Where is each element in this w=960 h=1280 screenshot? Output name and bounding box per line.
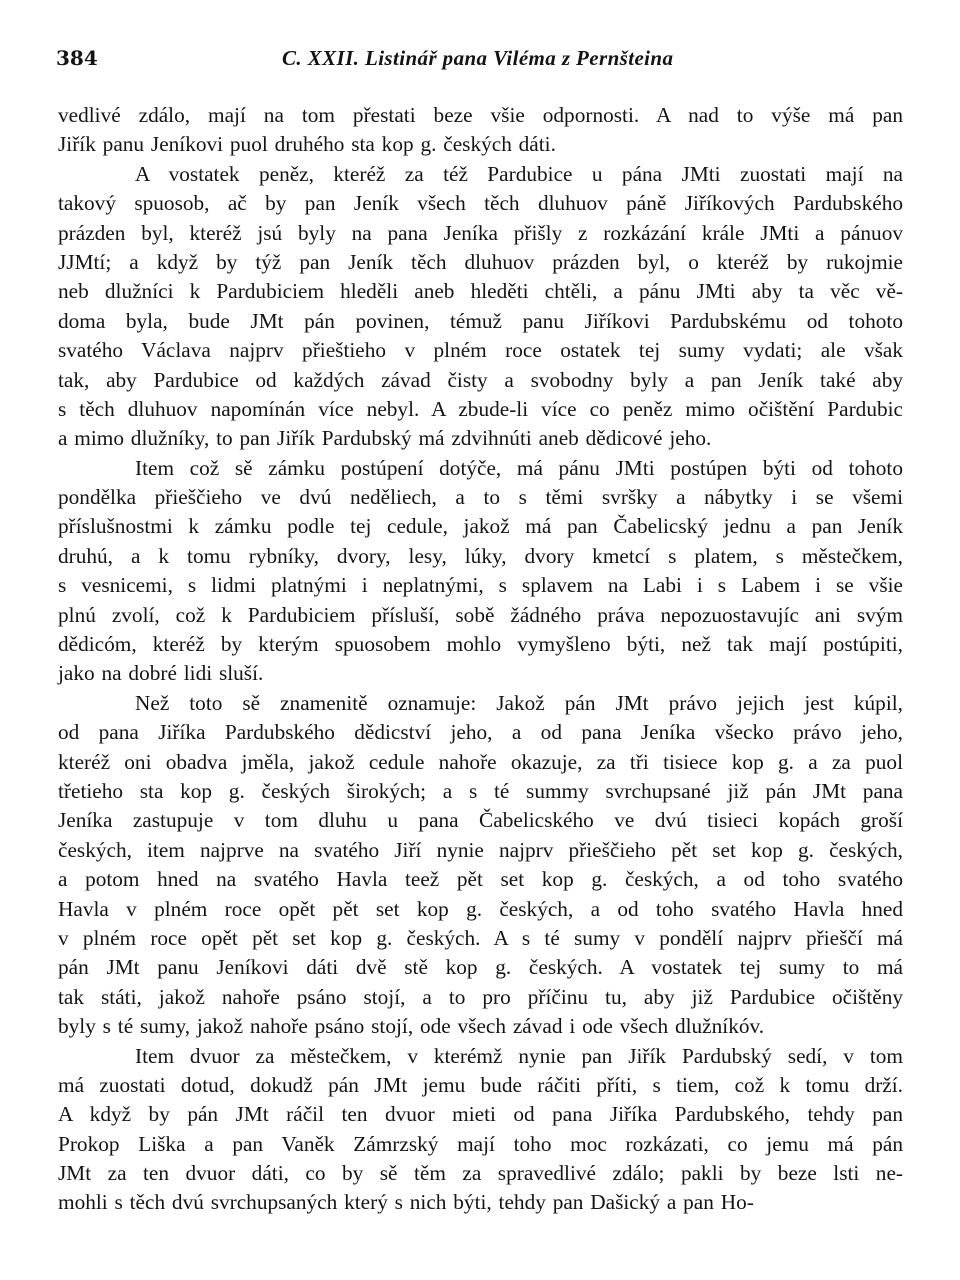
text-line: mohli s těch dvú svrchupsaných který s nich býti, tehdy pan Dašický a pan Ho- xyxy=(58,1190,754,1215)
text-line: svatého Václava najprv přieštieho v plném roce ostatek tej sumy vydati; ale však xyxy=(58,338,903,363)
text-line: vedlivé zdálo, mají na tom přestati beze všie odpornosti. A nad to výše má pan xyxy=(58,103,903,127)
text-line: Item dvuor za městečkem, v kterémž nynie pan Jiřík Pardubský sedí, v tom xyxy=(135,1043,903,1068)
text-line: tak, aby Pardubice od každých závad čisty a svobodny byly a pan Jeník také aby xyxy=(58,367,903,392)
paragraph xyxy=(58,454,903,689)
body-text xyxy=(58,101,903,1218)
text-line: neb dlužníci k Pardubiciem hleděli aneb hleděti chtěli, a pánu JMti aby ta věc vě- xyxy=(58,279,903,304)
paragraph xyxy=(58,1042,903,1218)
text-line: kteréž oni obadva jměla, jakož cedule nahoře okazuje, za tři tisiece kop g. a za puol xyxy=(58,749,903,774)
text-line: Jiřík panu Jeníkovi puol druhého sta kop g. českých dáti. xyxy=(58,132,556,157)
text-line: a potom hned na svatého Havla teež pět set kop g. českých, a od toho svatého xyxy=(58,867,903,892)
text-line: Než toto sě znamenitě oznamuje: Jakož pán JMt právo jejich jest kúpil, xyxy=(135,690,903,715)
text-line: dědicóm, kteréž by kterým spuosobem mohlo vymyšleno býti, než tak mají postúpiti, xyxy=(58,632,903,657)
text-line: A vostatek peněz, kteréž za též Pardubice u pána JMti zuostati mají na xyxy=(135,161,903,186)
paragraph xyxy=(58,101,903,160)
text-line: třetieho sta kop g. českých širokých; a s té summy svrchupsané již pán JMt pana xyxy=(58,778,903,803)
page-number: 384 xyxy=(56,46,98,70)
text-line: Havla v plném roce opět pět set kop g. českých, a od toho svatého Havla hned xyxy=(58,896,903,921)
paragraph xyxy=(58,160,903,454)
text-line: s těch dluhuov napomínán více nebyl. A zbude-li více co peněz mimo očištění Pardubic xyxy=(58,396,903,421)
text-line: JMt za ten dvuor dáti, co by sě těm za spravedlivé zdálo; pakli by beze lsti ne- xyxy=(58,1161,903,1186)
page-header xyxy=(56,46,904,76)
text-line: tak státi, jakož nahoře psáno stojí, a to pro příčinu tu, aby již Pardubice očištěny xyxy=(58,984,903,1009)
text-line: Prokop Liška a pan Vaněk Zámrzský mají toho moc rozkázati, co jemu má pán xyxy=(58,1131,903,1156)
text-line: Item což sě zámku postúpení dotýče, má pánu JMti postúpen býti od tohoto xyxy=(135,455,903,480)
text-line: byly s té sumy, jakož nahoře psáno stojí, ode všech závad i ode všech dlužníkóv. xyxy=(58,1014,765,1039)
text-line: má zuostati dotud, dokudž pán JMt jemu bude ráčiti příti, s tiem, což k tomu drží. xyxy=(58,1072,903,1097)
text-line: českých, item najprve na svatého Jiří nynie najprv přieščieho pět set kop g. českých, xyxy=(58,837,903,862)
text-line: a mimo dlužníky, to pan Jiřík Pardubský má zdvihnúti aneb dědicové jeho. xyxy=(58,426,712,451)
text-line: pondělka přieščieho ve dvú neděliech, a to s těmi svršky a nábytky i se všemi xyxy=(58,485,903,510)
text-line: od pana Jiříka Pardubského dědicství jeho, a od pana Jeníka všecko právo jeho, xyxy=(58,720,903,745)
text-line: doma byla, bude JMt pán povinen, témuž panu Jiříkovi Pardubskému od tohoto xyxy=(58,308,903,333)
text-line: jako na dobré lidi sluší. xyxy=(58,661,264,686)
text-line: prázden byl, kteréž jsú byly na pana Jeníka přišly z rozkázání krále JMti a pánuov xyxy=(58,220,903,245)
text-line: druhú, a k tomu rybníky, dvory, lesy, lúky, dvory kmetcí s platem, s městečkem, xyxy=(58,543,903,568)
paragraph xyxy=(58,689,903,1042)
text-line: plnú zvolí, což k Pardubiciem přísluší, sobě žádného práva nepozuostavujíc ani svým xyxy=(58,602,903,627)
text-line: příslušnostmi k zámku podle tej cedule, jakož má pan Čabelicský jednu a pan Jeník xyxy=(58,514,903,539)
text-line: pán JMt panu Jeníkovi dáti dvě stě kop g. českých. A vostatek tej sumy to má xyxy=(58,955,903,980)
text-line: takový spuosob, ač by pan Jeník všech těch dluhuov páně Jiříkových Pardubského xyxy=(58,191,903,216)
text-line: v plném roce opět pět set kop g. českých. A s té sumy v pondělí najprv přieščí má xyxy=(58,925,903,950)
text-line: s vesnicemi, s lidmi platnými i neplatnými, s splavem na Labi i s Labem i se všie xyxy=(58,573,903,598)
text-line: Jeníka zastupuje v tom dluhu u pana Čabelicského ve dvú tisieci kopách groší xyxy=(58,808,903,833)
running-head: C. XXII. Listinář pana Viléma z Pernšteina xyxy=(282,46,674,70)
text-line: JJMtí; a když by týž pan Jeník těch dluhuov prázden byl, o kteréž by rukojmie xyxy=(58,249,903,274)
text-line: A když by pán JMt ráčil ten dvuor mieti od pana Jiříka Pardubského, tehdy pan xyxy=(58,1102,903,1127)
